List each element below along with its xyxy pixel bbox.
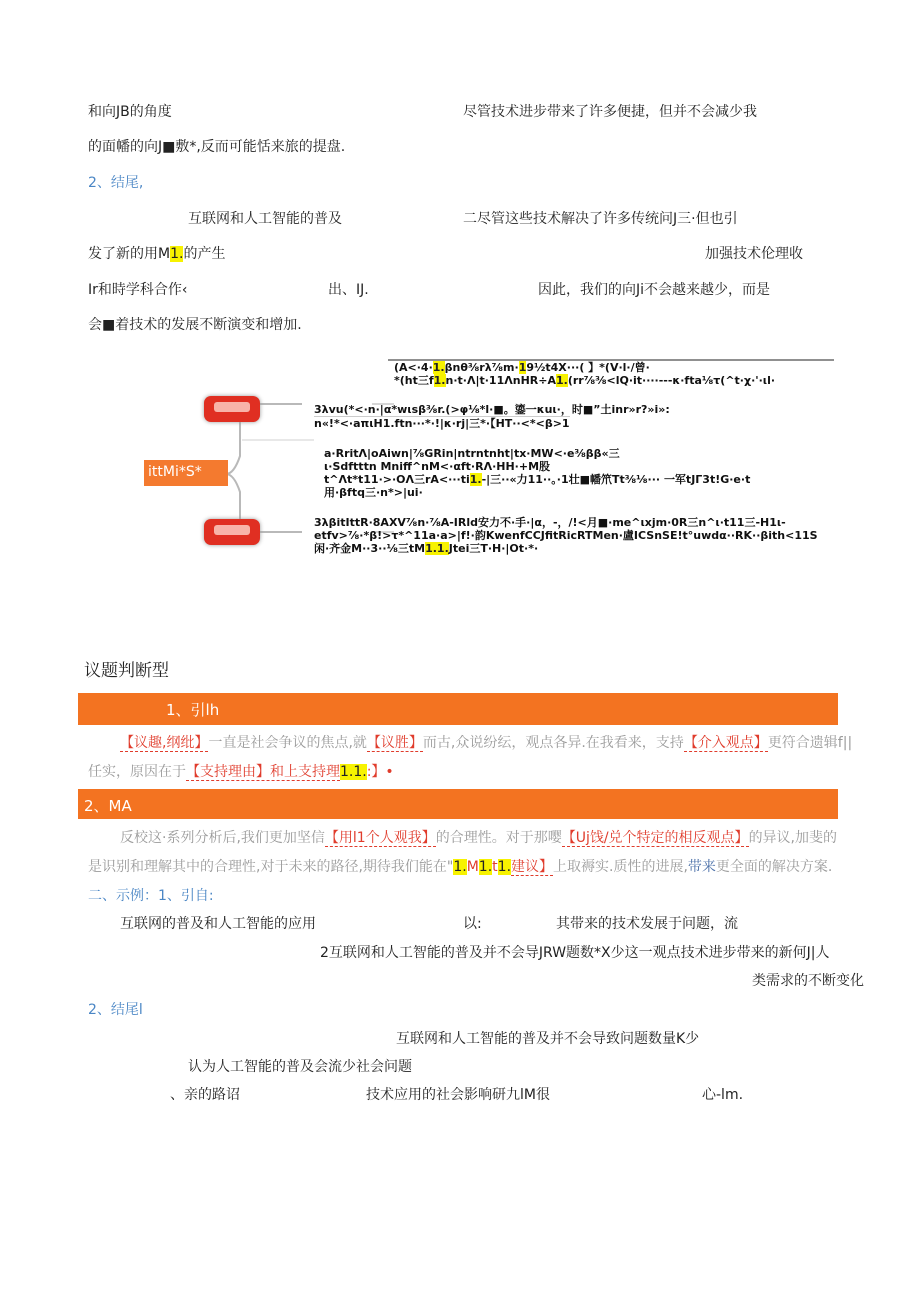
example-line-2: 2互联网和人工智能的普及并不会导JRW题数*X少这一观点技术进步带来的新何J|人 <box>320 945 830 961</box>
placeholder-opposing-view: 【Uj饯/兑个特定的相反观点】 <box>561 830 749 846</box>
example-line-4: 互联网和人工智能的普及并不会导致问题数量K少 <box>396 1031 700 1047</box>
text-line-4-b: 二尽管这些技术解决了许多传统问J三·但也引 <box>463 211 738 227</box>
example-line-1-c: 其带来的技术发展于问题，流 <box>556 916 738 932</box>
example-line-1-b: 以: <box>463 916 482 932</box>
placeholder-suggestion: 建议】 <box>511 859 554 875</box>
section-bar-conclusion-label: 2、MA <box>84 797 132 815</box>
example-line-6-b: 技术应用的社会影响研九lM很 <box>366 1087 550 1103</box>
paragraph-1: 【议趣,纲纰】一直是社会争议的焦点,就【议胜】而古,众说纷纭，观点各异.在我看来，支持【介入观点】更符合遗辑f|| <box>120 735 853 751</box>
text-line-5-b: 的产生 <box>183 246 226 262</box>
mindmap-row-9: 3λβitIttR·8AXV⅞n·⅞A-IRld安力不·手·|α，-，/!<月■·me^ιxjm·0R三n^ι·t11三-H1ι- <box>314 516 786 529</box>
text-line-5 <box>88 245 225 263</box>
paragraph-2: 任实，原因在于【支持理由】和上支持理1.1.:】• <box>88 764 394 780</box>
section-bar-intro-label: 1、引lh <box>166 701 220 719</box>
text-line-6-a: Ir和時学科合作‹ <box>88 282 188 298</box>
text-line-1-left: 和向JB的角度 <box>88 104 172 120</box>
text-line-4-a: 互联网和人工智能的普及 <box>188 211 342 227</box>
placeholder-topic: 【议趣,纲纰】 <box>120 735 209 751</box>
placeholder-view: 【介入观点】 <box>683 735 768 751</box>
example-heading: 二、示例：1、引自: <box>88 888 214 904</box>
placeholder-topic-2: 【议胜】 <box>366 735 423 751</box>
highlight-mark: 1. <box>170 246 184 262</box>
heading-jiewei: 2、结尾, <box>88 175 144 191</box>
text-line-7: 会■着技术的发展不断演变和增加. <box>88 317 302 333</box>
mindmap-root-node <box>144 460 228 486</box>
heading-jiewei-2: 2、结尾l <box>88 1002 143 1018</box>
mindmap-figure <box>144 356 844 556</box>
highlight-mark: 1.1. <box>340 764 367 780</box>
text-line-6-b: 出、IJ. <box>328 282 369 298</box>
paragraph-3: 反校这·系列分析后,我们更加坚信【用l1个人观我】的合理性。对于那嘤【Uj饯/兑个特定的相反观点】的异议,加斐的 <box>120 830 838 846</box>
text-line-5-right: 加强技术伦理收 <box>705 246 803 262</box>
section-bar-conclusion <box>78 789 838 819</box>
example-line-1-a: 互联网的普及和人工智能的应用 <box>120 916 316 932</box>
mindmap-row-4: n«!*<·aπιH1.ftn···*·!|κ·rj|三*·【HT··<*<β>1 <box>314 417 570 430</box>
text-line-6-c: 因此，我们的向Ji不会越来越少，而是 <box>538 282 771 298</box>
mindmap-row-8: 用·βftq三·n*>|ui· <box>324 486 423 499</box>
paragraph-4: 是识别和理解其中的合理性,对于未来的路径,期待我们能在"1.M1.t1.建议】上取褥实.质性的进展,带来更全面的解决方案. <box>88 859 833 875</box>
mindmap-row-1: (A<·4·1.βnθ⅜rλ⅞m·19½t4X···( 】*(V·l·/曾· <box>394 361 650 374</box>
section-bar-intro <box>78 693 838 725</box>
mindmap-row-2: *(ht三f1.n·t·Λ|t·11ΛnHR÷A1.(rr⅞⅜<lQ·it····---κ·fta⅛τ(^t·χ·'·ιl· <box>394 374 776 387</box>
text-line-2: 的面幡的向J■敷*,反而可能恬来旅的提盘. <box>88 139 346 155</box>
example-line-5: 认为人工智能的普及会流少社会问题 <box>188 1059 412 1075</box>
example-line-6-a: 、亲的路诏 <box>170 1087 240 1103</box>
example-line-6-c: 心-lm. <box>702 1087 744 1103</box>
text-line-1-right: 尽管技术进步带来了许多便捷，但并不会减少我 <box>463 104 757 120</box>
text-line-5-a: 发了新的用M <box>88 246 171 262</box>
mindmap-branch-node-2 <box>204 519 260 545</box>
example-line-3: 类需求的不断变化 <box>752 973 864 989</box>
placeholder-reason: 【支持理由】和上支持理 <box>186 764 340 780</box>
mindmap-row-7: t^Λt*t11·>·OΛ三rA<···ti1.-|三··«力11··。·1壮■幡笊Tt⅜⅛··· 一军tJΓ3t!G·e·t <box>324 473 751 486</box>
mindmap-row-5: a·RritΛ|oAiwn|⅞GRin|ntrntnht|tx·MW<·e⅜ββ«三 <box>324 447 620 460</box>
mindmap-row-11: 闲·齐金M··3··⅛三tM1.1.Jtei三T·H·|Ot·*· <box>314 542 539 555</box>
mindmap-row-6: ι·Sdftttn Mniff^nM<·αft·RΛ·HH·+M股 <box>324 460 551 473</box>
mindmap-row-3: 3λvu(*<·n·|α*wιsβ⅜r.(>φ⅛*l·■。鎏一κuι·，时■”土inr»r?»i»: <box>314 403 670 416</box>
mindmap-root-label: ittMi*S* <box>148 464 202 480</box>
placeholder-personal-view: 【用l1个人观我】 <box>324 830 436 846</box>
mindmap-branch-node-1 <box>204 396 260 422</box>
mindmap-row-10: etfv>⅞·*β!>τ*^11a·a>|f!·韵KwenfCCJfitRicRTMen·盧ICSnSE!t°uwdα··RK··βith<11S <box>314 529 818 542</box>
section-title: 议题判断型 <box>84 661 169 681</box>
